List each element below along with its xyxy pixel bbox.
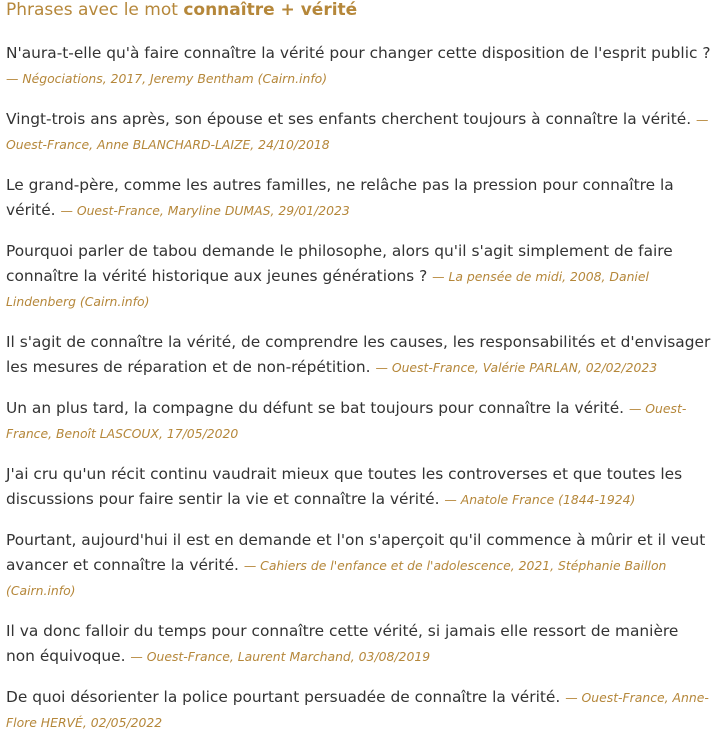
sentence-item	[6, 107, 711, 157]
sentence-source: — Négociations, 2017, Jeremy Bentham (Cairn.info)	[6, 71, 328, 86]
sentence-item	[6, 685, 711, 735]
title-prefix: Phrases avec le mot	[6, 0, 178, 20]
sentence-text: J'ai cru qu'un récit continu vaudrait mieux que toutes les controverses et que toutes les discussions pour faire sentir la vie et connaître la vérité.	[6, 465, 683, 508]
sentence-text: Pourtant, aujourd'hui il est en demande et l'on s'aperçoit qu'il commence à mûrir et il veut avancer et connaître la vérité.	[6, 531, 706, 574]
sentence-item	[6, 173, 711, 223]
sentence-item	[6, 41, 711, 91]
sentence-text: Pourquoi parler de tabou demande le philosophe, alors qu'il s'agit simplement de faire connaître la vérité historique aux jeunes générations ?	[6, 242, 673, 285]
sentence-source: — Cahiers de l'enfance et de l'adolescence, 2021, Stéphanie Baillon (Cairn.info)	[6, 558, 667, 598]
sentence-source: — Ouest-France, Maryline DUMAS, 29/01/2023	[60, 203, 350, 218]
sentence-text: Il s'agit de connaître la vérité, de comprendre les causes, les responsabilités et d'envisager les mesures de réparation et de non-répétition.	[6, 333, 711, 376]
sentence-list	[6, 41, 711, 735]
title-keyword: connaître + vérité	[183, 0, 358, 20]
sentence-item	[6, 528, 711, 603]
sentence-item	[6, 619, 711, 669]
sentence-item	[6, 396, 711, 446]
sentence-text: Le grand-père, comme les autres familles, ne relâche pas la pression pour connaître la vérité.	[6, 176, 674, 219]
sentence-text: De quoi désorienter la police pourtant persuadée de connaître la vérité.	[6, 688, 561, 706]
sentence-source: — Ouest-France, Valérie PARLAN, 02/02/2023	[375, 360, 658, 375]
sentence-text: N'aura-t-elle qu'à faire connaître la vérité pour changer cette disposition de l'esprit public ?	[6, 44, 711, 62]
sentence-source: — Ouest-France, Anne BLANCHARD-LAIZE, 24/10/2018	[6, 112, 709, 152]
sentence-text: Il va donc falloir du temps pour connaître cette vérité, si jamais elle ressort de manière non équivoque.	[6, 622, 679, 665]
sentence-source: — Ouest-France, Laurent Marchand, 03/08/2019	[130, 649, 431, 664]
sentence-item	[6, 330, 711, 380]
sentence-source: — La pensée de midi, 2008, Daniel Lindenberg (Cairn.info)	[6, 269, 649, 309]
page-title	[6, 0, 711, 21]
sentence-item	[6, 462, 711, 512]
sentence-source: — Ouest-France, Benoît LASCOUX, 17/05/2020	[6, 401, 687, 441]
sentence-source: — Ouest-France, Anne-Flore HERVÉ, 02/05/2022	[6, 690, 709, 730]
sentence-text: Vingt-trois ans après, son épouse et ses enfants cherchent toujours à connaître la vérité.	[6, 110, 692, 128]
sentence-source: — Anatole France (1844-1924)	[444, 492, 636, 507]
sentence-item	[6, 239, 711, 314]
sentence-text: Un an plus tard, la compagne du défunt se bat toujours pour connaître la vérité.	[6, 399, 625, 417]
